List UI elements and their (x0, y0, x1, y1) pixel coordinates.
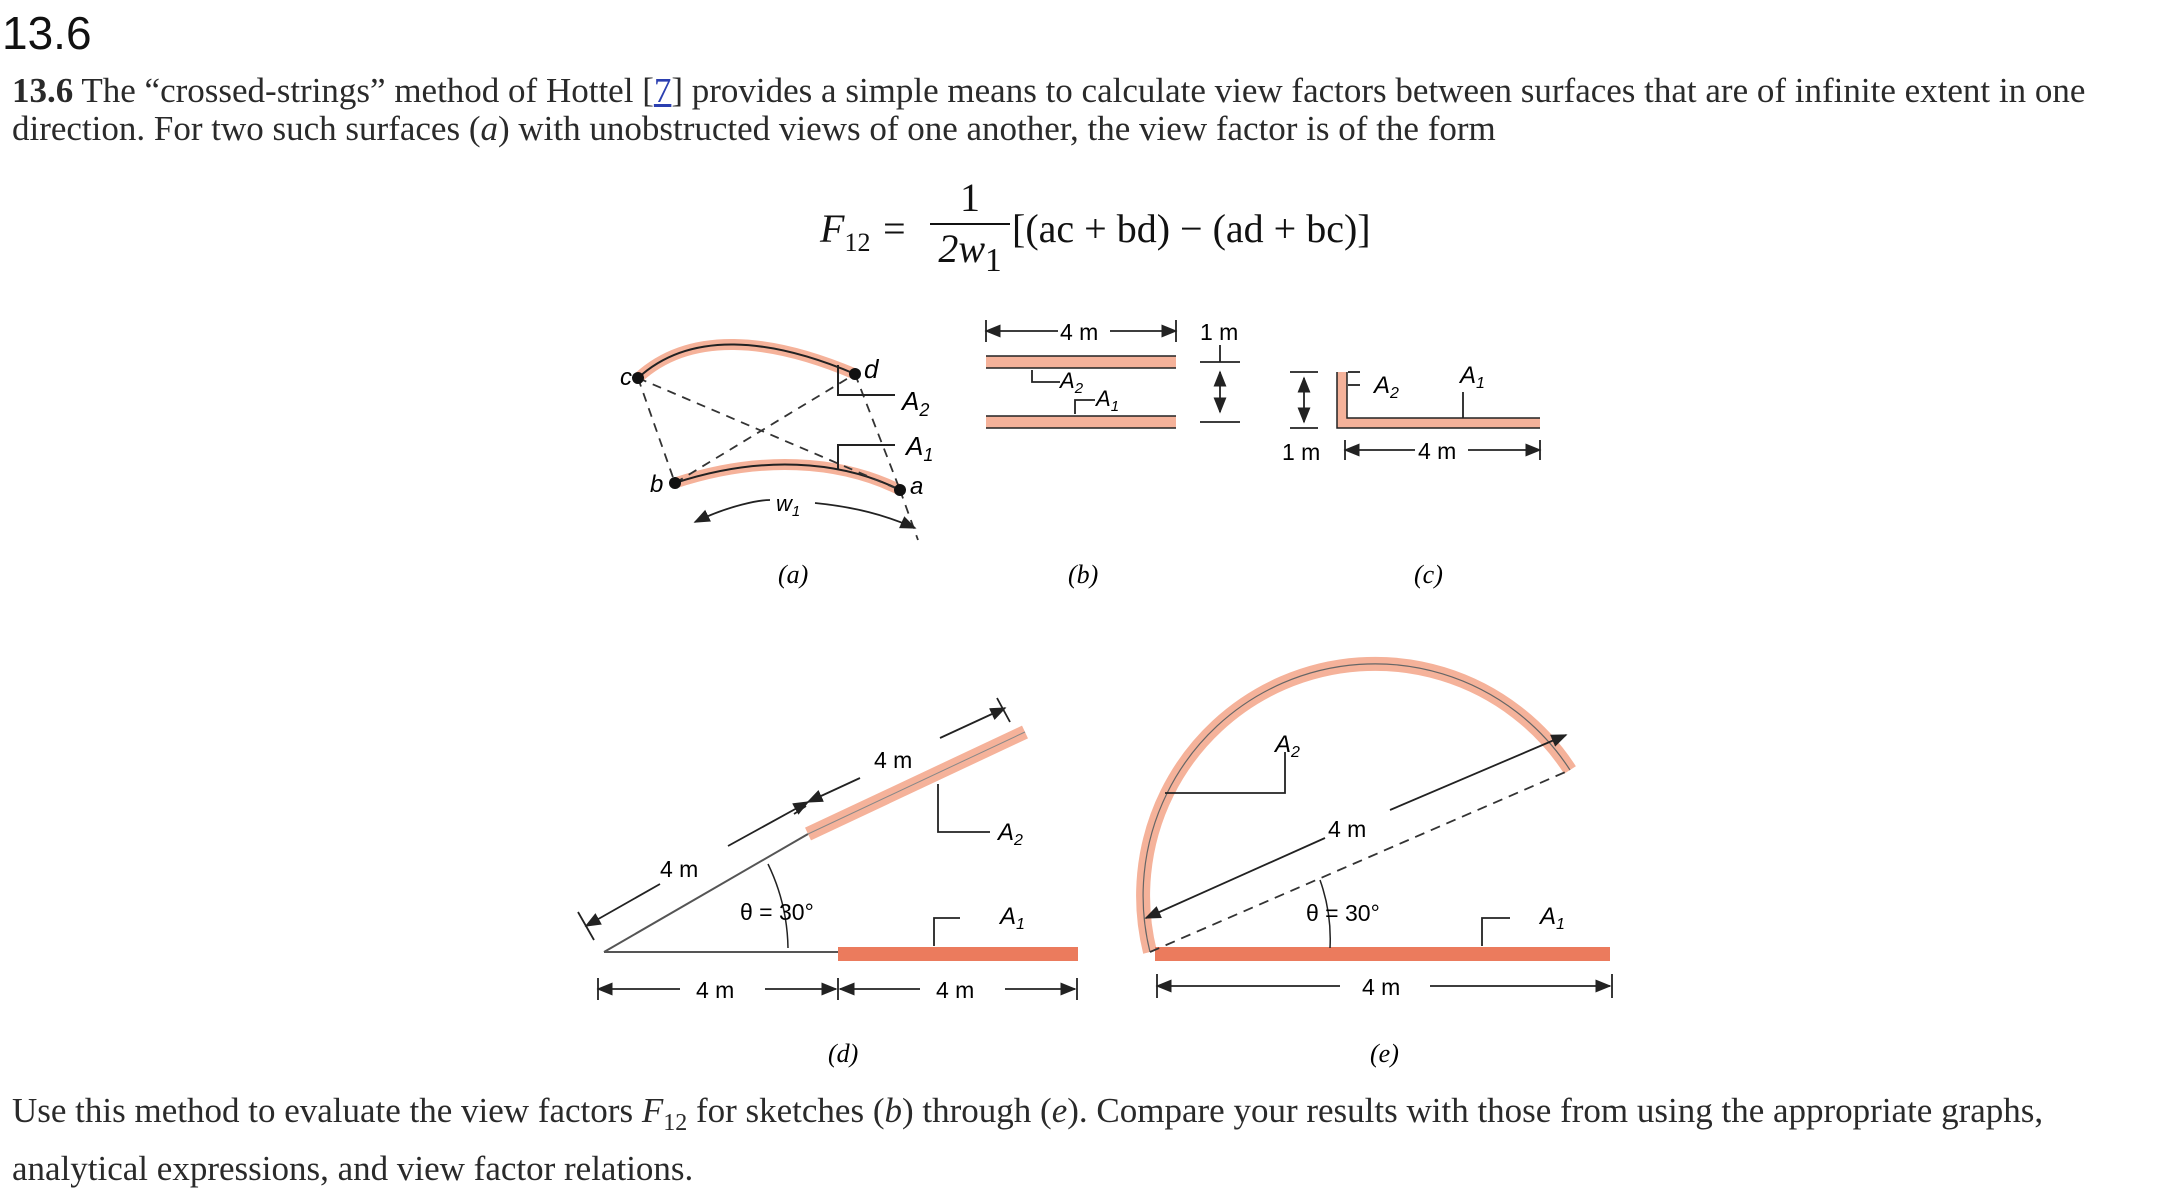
label-c-length: 4 m (1418, 438, 1457, 464)
label-d: d (864, 354, 879, 384)
label-d-a2: $A_2$ (998, 819, 1023, 849)
label-b: b (650, 471, 664, 498)
label-e-angle: θ = 30° (1306, 900, 1380, 926)
figure-c (1282, 362, 1540, 589)
figure-b (986, 319, 1240, 589)
problem-number: 13.6 (2, 7, 92, 59)
dim-d-upper-low (808, 778, 860, 802)
point-c (632, 372, 644, 384)
intro-text-1: The “crossed-strings” method of Hottel [ (81, 71, 654, 110)
dim-d-incline-high (728, 802, 808, 846)
label-c-height: 1 m (1282, 439, 1321, 465)
label-e-a2: $A_2$ (1275, 731, 1300, 761)
label-d-a1: $A_1$ (1000, 903, 1025, 933)
point-b (669, 477, 681, 489)
figure-d (578, 698, 1078, 1068)
leader-b-a1 (1075, 400, 1095, 414)
dim-d-incline-low (586, 884, 660, 926)
width-arrow-right (815, 503, 915, 528)
closing-statement: Use this method to evaluate the view factors $F_{12}$ for sketches (b) through (e). Compare your results with those from using the appropriate graphs, analytical expressions, and view factor relations. (12, 1091, 2044, 1188)
label-d-base-left: 4 m (696, 977, 735, 1003)
intro-text-3: ) with unobstructed views of one another, the view factor is of the form (497, 109, 1496, 148)
point-a (894, 484, 906, 496)
label-d-upper: 4 m (874, 747, 913, 773)
leader-d-a2 (938, 784, 990, 832)
label-b-length: 4 m (1060, 319, 1099, 345)
label-w1: $w_1$ (776, 491, 801, 520)
dim-d-upper-high (940, 708, 1005, 738)
label-a2: $A_2$ (902, 386, 930, 420)
label-e-diam: 4 m (1328, 816, 1367, 842)
equation-rhs: [(ac + bd) − (ad + bc)] (1012, 206, 1371, 251)
figure-e (1143, 664, 1612, 1068)
label-b-a1: $A_1$ (1096, 386, 1120, 415)
label-a: a (910, 473, 924, 500)
caption-b: (b) (1068, 560, 1099, 589)
dim-e-diam-low (1146, 838, 1325, 918)
surface-c-a1 (1337, 418, 1540, 428)
label-d-base-right: 4 m (936, 977, 975, 1003)
label-d-angle: θ = 30° (740, 899, 814, 925)
label-c-a2: $A_2$ (1374, 372, 1399, 402)
problem-label: 13.6 (12, 71, 74, 110)
label-e-base: 4 m (1362, 974, 1401, 1000)
figure-a (620, 344, 933, 589)
reference-link[interactable]: 7 (653, 71, 672, 110)
caption-d: (d) (828, 1039, 859, 1068)
caption-a: (a) (778, 560, 809, 589)
surface-b-a1 (986, 416, 1176, 428)
label-e-a1: $A_1$ (1540, 903, 1565, 933)
label-c: c (620, 364, 632, 391)
surface-d-a1 (838, 947, 1078, 961)
surface-e-a1 (1155, 947, 1610, 961)
leader-e-a1 (1482, 918, 1510, 946)
label-b-a2: $A_2$ (1060, 368, 1084, 397)
point-d (849, 368, 861, 380)
dim-e-diam-high (1390, 735, 1566, 810)
intro-text-2: ] provides a simple means to calculate view factors between surfaces that are of infinite extent in one direction. For two such surfaces ( (12, 71, 2086, 148)
label-c-a1: $A_1$ (1460, 362, 1485, 392)
incline-line (604, 834, 808, 952)
equation-numerator: 1 (960, 175, 980, 220)
caption-c: (c) (1414, 560, 1443, 589)
label-b-gap: 1 m (1200, 319, 1239, 345)
leader-d-a1 (934, 918, 960, 946)
surface-b-a2 (986, 356, 1176, 368)
caption-e: (e) (1370, 1039, 1399, 1068)
intro-surface-label: a (480, 109, 498, 148)
label-a1: $A_1$ (906, 431, 934, 465)
leader-b-a2 (1032, 370, 1060, 382)
width-arrow-left (695, 500, 770, 522)
equation-denominator: $2w_1$ (938, 226, 1002, 279)
label-d-incline: 4 m (660, 856, 699, 882)
equation-lhs: $F_{12}$ = (820, 206, 908, 257)
